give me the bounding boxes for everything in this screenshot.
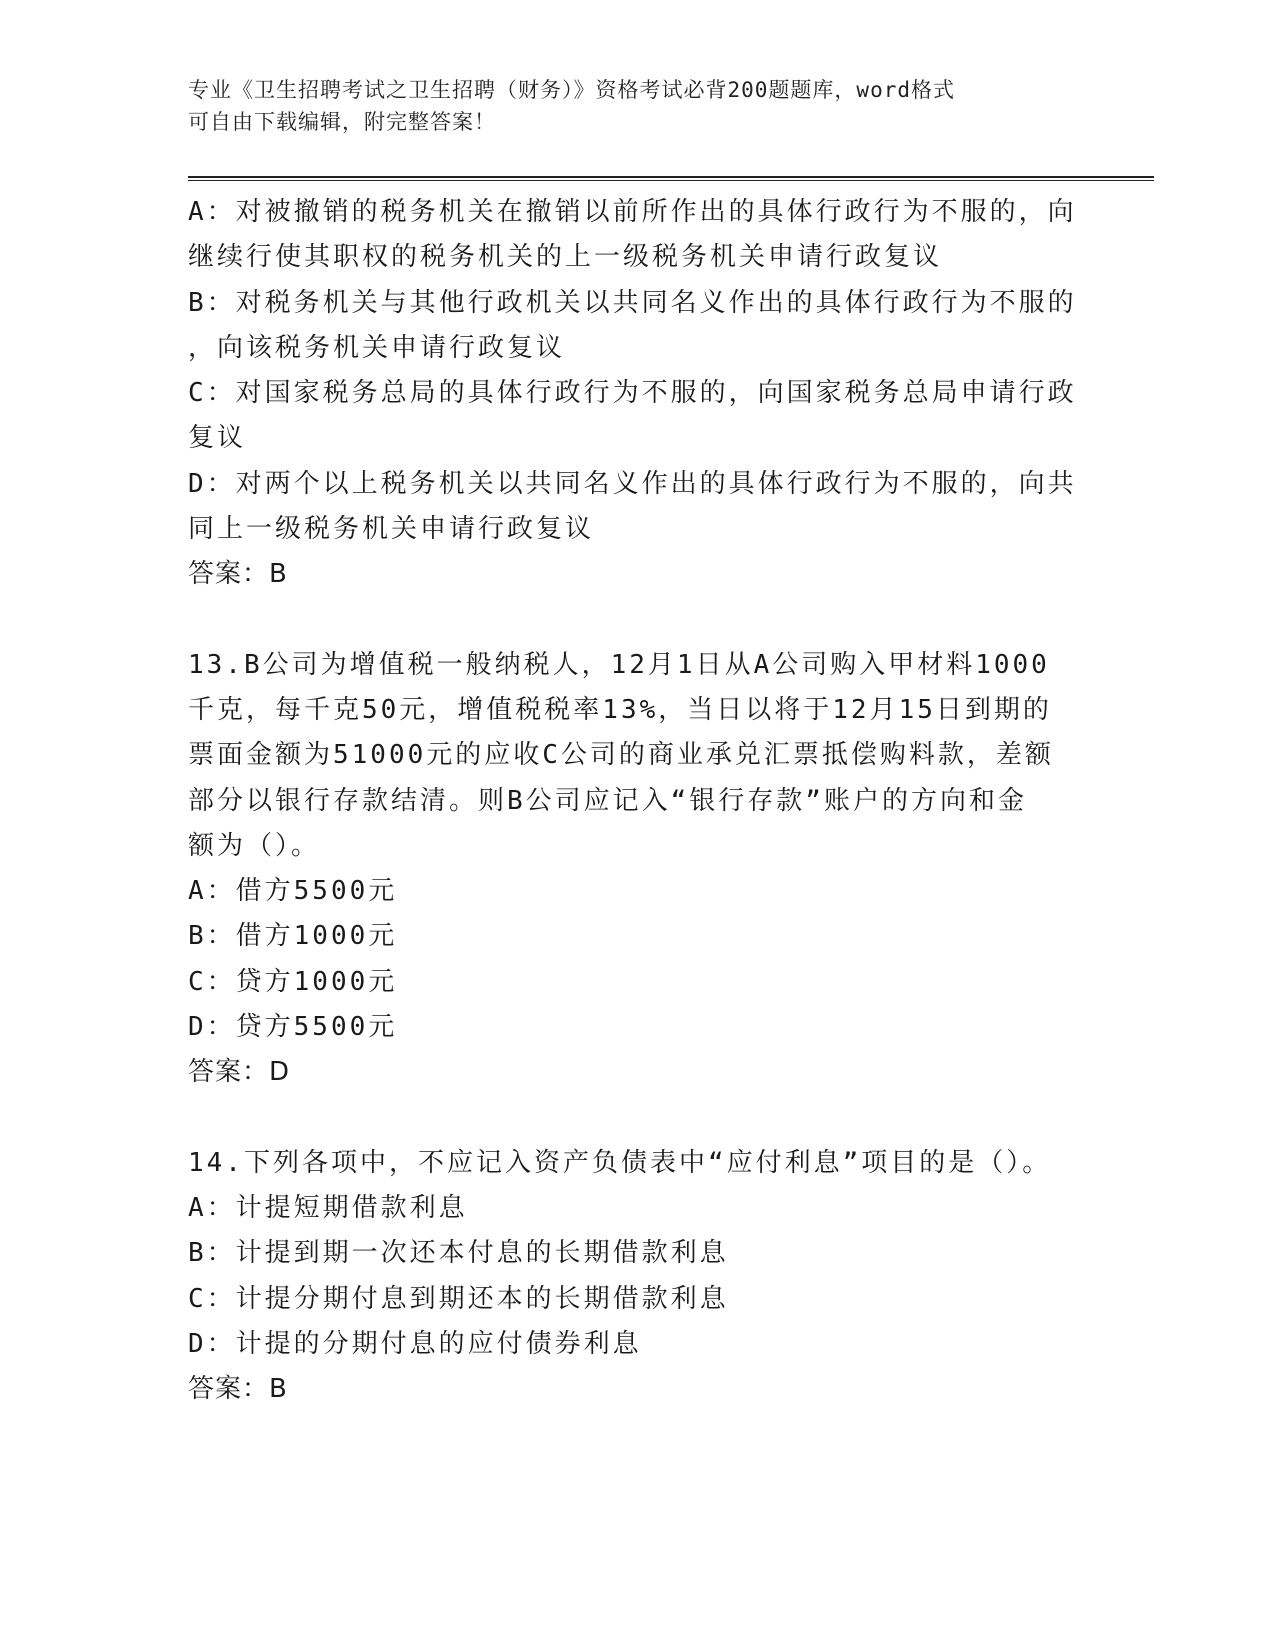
- question-13-option-b: B：借方1000元: [188, 921, 398, 952]
- question-14-option-c: C：计提分期付息到期还本的长期借款利息: [188, 1283, 729, 1314]
- option-b-line-2: ，向该税务机关申请行政复议: [188, 332, 566, 363]
- question-14-answer: 答案：B: [188, 1374, 288, 1405]
- document-header: [188, 74, 1068, 138]
- header-title-line-1: 专业《卫生招聘考试之卫生招聘（财务）》资格考试必背200题题库，word格式: [188, 78, 955, 102]
- question-spacer: [188, 598, 1088, 643]
- question-13-option-c: C：贷方1000元: [188, 966, 398, 997]
- question-12-options: [188, 190, 1088, 552]
- header-title-line-2: 可自由下载编辑，附完整答案！: [188, 110, 496, 134]
- question-14-option-d: D：计提的分期付息的应付债券利息: [188, 1328, 642, 1359]
- option-c-line-2: 复议: [188, 423, 247, 454]
- question-13-option-d: D：贷方5500元: [188, 1012, 398, 1043]
- option-c-line-1: C：对国家税务总局的具体行政行为不服的，向国家税务总局申请行政: [188, 378, 1077, 409]
- question-13-option-a: A：借方5500元: [188, 876, 398, 907]
- question-13: [188, 643, 1088, 1051]
- question-12-answer: 答案：B: [188, 559, 288, 590]
- question-13-stem-line-2: 千克，每千克50元，增值税税率13%，当日以将于12月15日到期的: [188, 694, 1052, 725]
- question-14-stem: 14.下列各项中，不应记入资产负债表中“应付利息”项目的是（）。: [188, 1147, 1052, 1178]
- option-b-line-1: B：对税务机关与其他行政机关以共同名义作出的具体行政行为不服的: [188, 287, 1077, 318]
- option-d-line-1: D：对两个以上税务机关以共同名义作出的具体行政行为不服的，向共: [188, 468, 1077, 499]
- question-13-stem-line-3: 票面金额为51000元的应收C公司的商业承兑汇票抵偿购料款，差额: [188, 740, 1054, 771]
- question-14: [188, 1141, 1088, 1367]
- question-13-answer: 答案：D: [188, 1057, 291, 1088]
- option-a-line-2: 继续行使其职权的税务机关的上一级税务机关申请行政复议: [188, 242, 943, 273]
- option-d-line-2: 同上一级税务机关申请行政复议: [188, 514, 595, 545]
- option-a-line-1: A：对被撤销的税务机关在撤销以前所作出的具体行政行为不服的，向: [188, 197, 1077, 227]
- question-14-option-a: A：计提短期借款利息: [188, 1192, 468, 1223]
- question-content: [188, 190, 1088, 1412]
- question-spacer: [188, 1096, 1088, 1141]
- question-13-stem-line-5: 额为（）。: [188, 830, 321, 861]
- question-14-option-b: B：计提到期一次还本付息的长期借款利息: [188, 1238, 729, 1269]
- question-13-stem-line-1: 13.B公司为增值税一般纳税人，12月1日从A公司购入甲材料1000: [188, 649, 1050, 680]
- header-divider: [188, 176, 1154, 181]
- question-13-stem-line-4: 部分以银行存款结清。则B公司应记入“银行存款”账户的方向和金: [188, 785, 1027, 816]
